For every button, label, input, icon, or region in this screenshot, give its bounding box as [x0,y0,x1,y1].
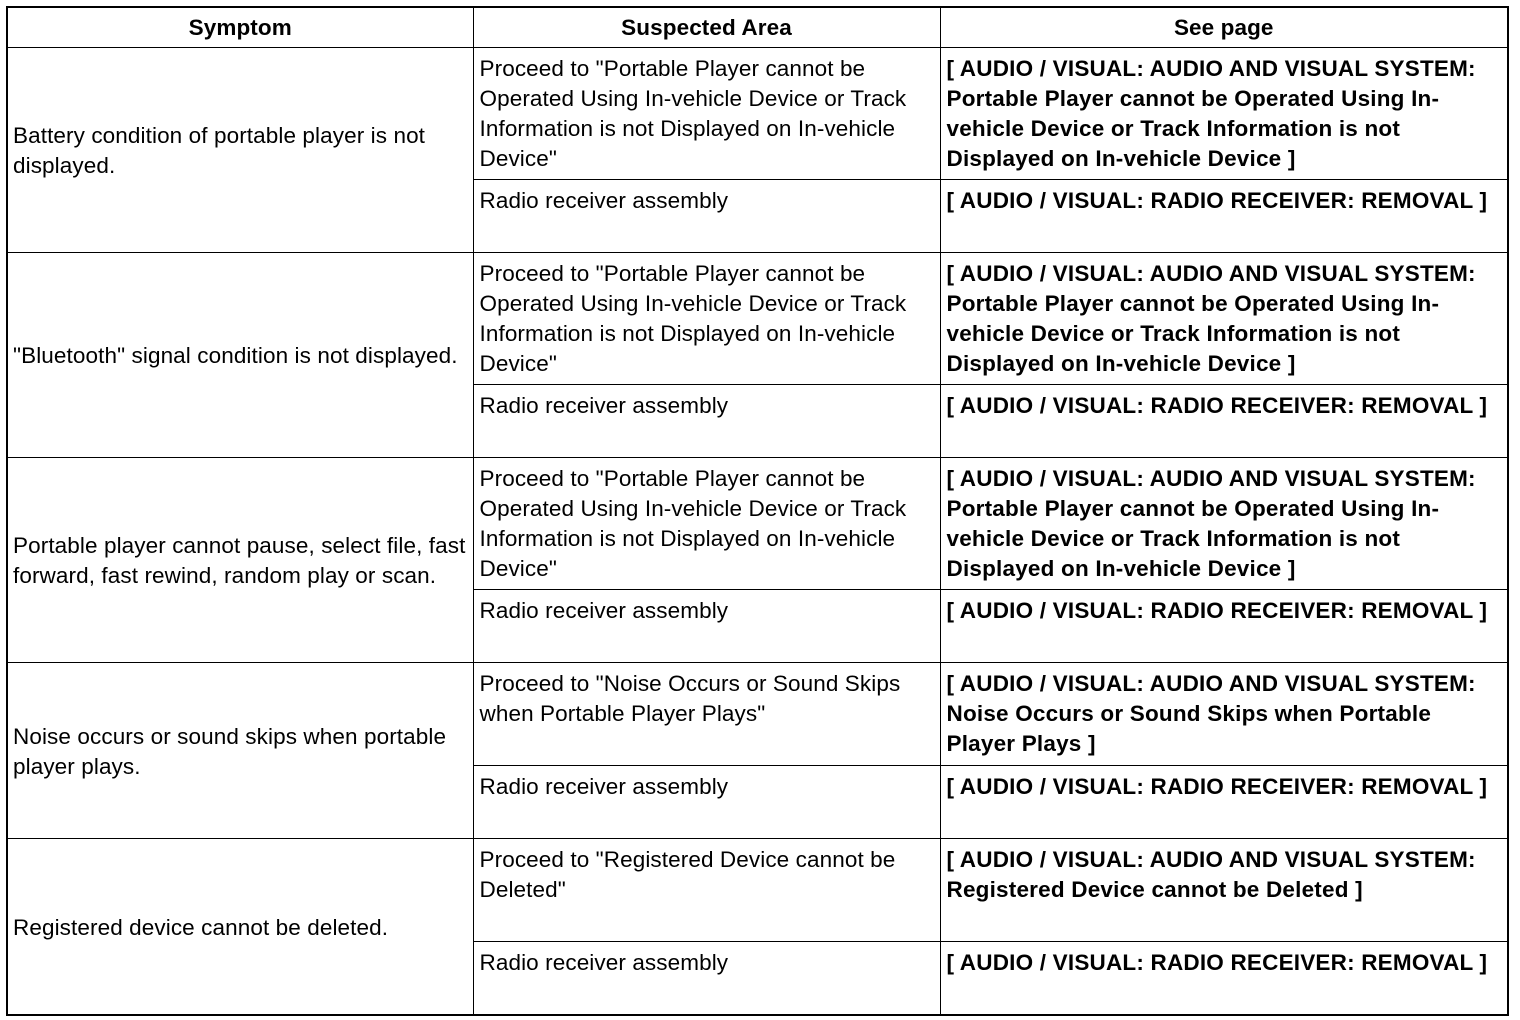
see-page-link[interactable]: [ AUDIO / VISUAL: AUDIO AND VISUAL SYSTEM: Portable Player cannot be Operated Using In-vehicle Device or Track Information is not Displayed on In-vehicle Device ] [940,48,1508,180]
table-row [7,48,1508,180]
see-page-link[interactable]: [ AUDIO / VISUAL: RADIO RECEIVER: REMOVAL ] [940,385,1508,458]
suspected-area-cell: Radio receiver assembly [473,180,940,253]
header-see-page: See page [940,7,1508,48]
symptom-cell: "Bluetooth" signal condition is not displayed. [7,253,473,458]
suspected-area-cell: Proceed to "Portable Player cannot be Operated Using In-vehicle Device or Track Information is not Displayed on In-vehicle Device" [473,48,940,180]
suspected-area-cell: Radio receiver assembly [473,590,940,663]
see-page-link[interactable]: [ AUDIO / VISUAL: AUDIO AND VISUAL SYSTEM: Portable Player cannot be Operated Using In-vehicle Device or Track Information is not Displayed on In-vehicle Device ] [940,253,1508,385]
suspected-area-cell: Proceed to "Portable Player cannot be Operated Using In-vehicle Device or Track Information is not Displayed on In-vehicle Device" [473,458,940,590]
table-row [7,663,1508,766]
symptom-table [6,6,1509,1016]
table-row [7,253,1508,385]
table-row [7,458,1508,590]
see-page-link[interactable]: [ AUDIO / VISUAL: RADIO RECEIVER: REMOVAL ] [940,766,1508,839]
symptom-cell: Portable player cannot pause, select file, fast forward, fast rewind, random play or scan. [7,458,473,663]
header-suspected-area: Suspected Area [473,7,940,48]
suspected-area-cell: Radio receiver assembly [473,942,940,1016]
see-page-link[interactable]: [ AUDIO / VISUAL: RADIO RECEIVER: REMOVAL ] [940,590,1508,663]
see-page-link[interactable]: [ AUDIO / VISUAL: AUDIO AND VISUAL SYSTEM: Noise Occurs or Sound Skips when Portable Player Plays ] [940,663,1508,766]
see-page-link[interactable]: [ AUDIO / VISUAL: RADIO RECEIVER: REMOVAL ] [940,942,1508,1016]
symptom-cell: Noise occurs or sound skips when portable player plays. [7,663,473,839]
table-row [7,839,1508,942]
see-page-link[interactable]: [ AUDIO / VISUAL: AUDIO AND VISUAL SYSTEM: Registered Device cannot be Deleted ] [940,839,1508,942]
suspected-area-cell: Proceed to "Portable Player cannot be Operated Using In-vehicle Device or Track Information is not Displayed on In-vehicle Device" [473,253,940,385]
see-page-link[interactable]: [ AUDIO / VISUAL: RADIO RECEIVER: REMOVAL ] [940,180,1508,253]
see-page-link[interactable]: [ AUDIO / VISUAL: AUDIO AND VISUAL SYSTEM: Portable Player cannot be Operated Using In-vehicle Device or Track Information is not Displayed on In-vehicle Device ] [940,458,1508,590]
suspected-area-cell: Radio receiver assembly [473,766,940,839]
symptom-cell: Registered device cannot be deleted. [7,839,473,1016]
symptom-cell: Battery condition of portable player is not displayed. [7,48,473,253]
header-symptom: Symptom [7,7,473,48]
suspected-area-cell: Radio receiver assembly [473,385,940,458]
suspected-area-cell: Proceed to "Noise Occurs or Sound Skips when Portable Player Plays" [473,663,940,766]
suspected-area-cell: Proceed to "Registered Device cannot be Deleted" [473,839,940,942]
header-row [7,7,1508,48]
